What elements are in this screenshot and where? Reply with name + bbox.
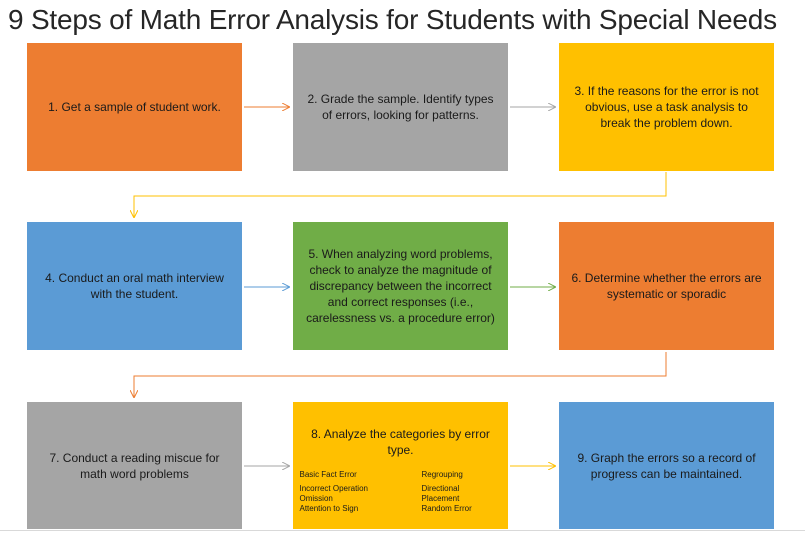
step-9-label: 9. Graph the errors so a record of progress can be maintained. bbox=[577, 450, 756, 481]
error-category: Random Error bbox=[421, 504, 472, 513]
step-7-box bbox=[27, 402, 242, 529]
arrow-3-to-4 bbox=[134, 172, 666, 217]
step-5-box bbox=[293, 222, 508, 350]
step-7-label: 7. Conduct a reading miscue for math word problems bbox=[49, 450, 220, 481]
error-category: Directional bbox=[421, 484, 460, 493]
step-1-box bbox=[27, 43, 242, 171]
step-4-label: 4. Conduct an oral math interview with the student. bbox=[45, 271, 224, 301]
step-8-box bbox=[293, 402, 508, 529]
step-6-box bbox=[559, 222, 774, 350]
step-3-label: 3. If the reasons for the error is not obvious, use a task analysis to break the problem down. bbox=[574, 84, 759, 130]
error-category: Regrouping bbox=[421, 470, 463, 479]
step-8-label: 8. Analyze the categories by error type. bbox=[311, 427, 490, 457]
error-category: Basic Fact Error bbox=[299, 470, 357, 479]
error-category: Placement bbox=[421, 494, 460, 503]
step-1-label: 1. Get a sample of student work. bbox=[48, 100, 221, 114]
step-5-label: 5. When analyzing word problems, check to analyze the magnitude of discrepancy between the incorrect and correct responses (i.e., carelessness vs. a procedure error) bbox=[306, 247, 495, 325]
step-2-label: 2. Grade the sample. Identify types of errors, looking for patterns. bbox=[307, 92, 494, 122]
step-3-box bbox=[559, 43, 774, 171]
diagram-title: 9 Steps of Math Error Analysis for Students with Special Needs bbox=[8, 4, 777, 35]
error-category: Incorrect Operation bbox=[299, 484, 368, 493]
step-2-box bbox=[293, 43, 508, 171]
arrow-6-to-7 bbox=[134, 352, 666, 397]
step-9-box bbox=[559, 402, 774, 529]
error-category: Omission bbox=[299, 494, 333, 503]
step-4-box bbox=[27, 222, 242, 350]
step-6-label: 6. Determine whether the errors are systematic or sporadic bbox=[571, 271, 762, 301]
bottom-divider bbox=[0, 530, 805, 531]
error-category-list bbox=[300, 470, 502, 514]
error-category: Attention to Sign bbox=[299, 504, 359, 513]
